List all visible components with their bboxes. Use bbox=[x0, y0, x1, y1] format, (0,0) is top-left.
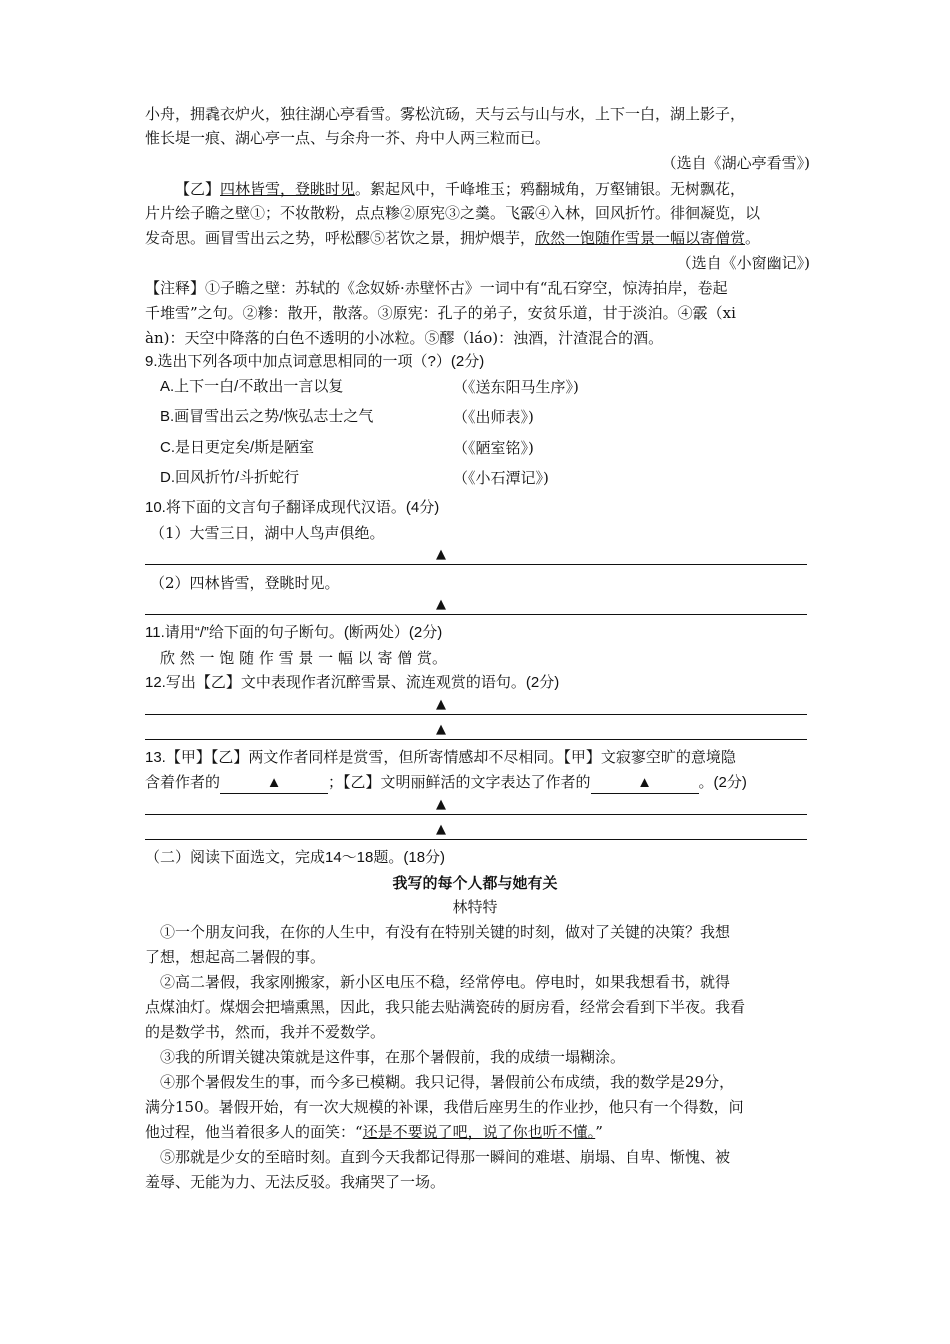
q13-line: 13.【甲】【乙】两文作者同样是赏雪，但所寄情感却不尽相同。【甲】文寂寥空旷的意境隐 bbox=[145, 749, 736, 766]
q9-option-a-source: （《送东阳马生序》) bbox=[453, 378, 579, 396]
q13-text: ；【乙】文明丽鲜活的文字表达了作者的 bbox=[328, 774, 591, 791]
q13-text: 。(2分) bbox=[698, 774, 747, 791]
q9-option-b-source: （《出师表》) bbox=[453, 408, 534, 426]
jia-source: （选自《湖心亭看雪》) bbox=[661, 154, 810, 172]
paragraph-line: ⑤那就是少女的至暗时刻。直到今天我都记得那一瞬间的难堪、崩塌、自卑、惭愧、被 bbox=[160, 1148, 731, 1166]
paragraph-line: ①一个朋友问我，在你的人生中，有没有在特别关键的时刻，做对了关键的决策？我想 bbox=[160, 923, 731, 941]
q10-item-1: （1）大雪三日，湖中人鸟声俱绝。 bbox=[150, 524, 385, 542]
yi-underlined-sentence: 欣然一饱随作雪景一幅以寄僧赏 bbox=[535, 229, 746, 247]
paragraph-line: 了想，想起高二暑假的事。 bbox=[145, 948, 326, 966]
paragraph-line: 满分150。暑假开始，有一次大规模的补课，我借后座男生的作业抄，他只有一个得数，问 bbox=[145, 1098, 744, 1116]
q10-item-2: （2）四林皆雪，登眺时见。 bbox=[150, 574, 340, 592]
q9-option-d: D.回风折竹/斗折蛇行 bbox=[160, 469, 300, 486]
paragraph-line: ④那个暑假发生的事，而今多已模糊。我只记得，暑假前公布成绩，我的数学是29分， bbox=[160, 1073, 735, 1091]
paragraph-text: 他过程，他当着很多人的面笑：“ bbox=[145, 1123, 363, 1141]
answer-line[interactable] bbox=[145, 714, 807, 715]
q13-line bbox=[145, 773, 747, 794]
paragraph-text: ” bbox=[595, 1123, 603, 1141]
q13-text: 含着作者的 bbox=[145, 774, 221, 791]
notes-line: 千堆雪”之句。②糁：散开，散落。③原宪：孔子的弟子，安贫乐道，甘于淡泊。④霰（xi bbox=[145, 304, 736, 322]
yi-text-line bbox=[175, 179, 745, 199]
yi-text: 发奇思。画冒雪出云之势，呼松醪⑤茗饮之景，拥炉煨芋， bbox=[145, 229, 536, 247]
answer-line[interactable] bbox=[145, 814, 807, 815]
q13-blank-1[interactable] bbox=[220, 773, 328, 794]
answer-mark: ▲ bbox=[436, 797, 446, 812]
q9-option-a: A.上下一白/不敢出一言以复 bbox=[160, 378, 344, 395]
answer-mark: ▲ bbox=[436, 697, 446, 712]
answer-line[interactable] bbox=[145, 564, 807, 565]
q9-option-b: B.画冒雪出云之势/恢弘志士之气 bbox=[160, 408, 374, 425]
yi-text: 。絮起风中，千峰堆玉；鸦翻城角，万壑铺银。无树飘花， bbox=[355, 180, 746, 198]
answer-mark: ▲ bbox=[436, 597, 446, 612]
answer-line[interactable] bbox=[145, 614, 807, 615]
yi-text-line: 片片绘子瞻之壁①；不妆散粉，点点糁②原宪③之羹。飞霰④入林，回风折竹。徘徊凝览，以 bbox=[145, 204, 761, 222]
notes-line: 【注释】①子瞻之壁：苏轼的《念奴娇·赤壁怀古》一词中有“乱石穿空，惊涛拍岸，卷起 bbox=[145, 279, 728, 297]
q11-stem: 11.请用“/”给下面的句子断句。(断两处）(2分) bbox=[145, 624, 443, 641]
jia-text-line: 小舟，拥毳衣炉火，独往湖心亭看雪。雾松沆砀，天与云与山与水，上下一白，湖上影子， bbox=[145, 105, 746, 123]
q9-option-c: C.是日更定矣/斯是陋室 bbox=[160, 439, 315, 456]
q13-blank-2[interactable] bbox=[591, 773, 699, 794]
answer-mark: ▲ bbox=[436, 547, 446, 562]
answer-line[interactable] bbox=[145, 839, 807, 840]
yi-source: （选自《小窗幽记》) bbox=[676, 254, 810, 272]
q10-stem: 10.将下面的文言句子翻译成现代汉语。(4分) bbox=[145, 499, 440, 516]
paragraph-line: 点煤油灯。煤烟会把墙熏黑，因此，我只能去贴满瓷砖的厨房看，经常会看到下半夜。我看 bbox=[145, 998, 746, 1016]
paragraph-line: ②高二暑假，我家刚搬家，新小区电压不稳，经常停电。停电时，如果我想看书，就得 bbox=[160, 973, 731, 991]
answer-mark: ▲ bbox=[266, 774, 282, 791]
q9-stem: 9.选出下列各项中加点词意思相同的一项（?）(2分) bbox=[145, 353, 485, 370]
article-author: 林特特 bbox=[452, 899, 498, 916]
yi-underlined-phrase: 四林皆雪，登眺时见 bbox=[220, 180, 356, 198]
q9-option-c-source: （《陋室铭》) bbox=[453, 439, 534, 457]
yi-text-line bbox=[145, 228, 760, 248]
q9-option-d-source: （《小石潭记》) bbox=[453, 469, 549, 487]
notes-line: àn)：天空中降落的白色不透明的小冰粒。⑤醪（láo)：浊酒，汁渣混合的酒。 bbox=[145, 329, 664, 347]
yi-text: 。 bbox=[745, 229, 761, 247]
section-heading: （二）阅读下面选文，完成14～18题。(18分) bbox=[145, 849, 446, 866]
answer-mark: ▲ bbox=[436, 722, 446, 737]
paragraph-line bbox=[145, 1122, 603, 1142]
q12-stem: 12.写出【乙】文中表现作者沉醉雪景、流连观赏的语句。(2分) bbox=[145, 674, 560, 691]
paragraph-line: ③我的所谓关键决策就是这件事，在那个暑假前，我的成绩一塌糊涂。 bbox=[160, 1048, 626, 1066]
answer-mark: ▲ bbox=[637, 774, 652, 791]
paragraph-line: 的是数学书，然而，我并不爱数学。 bbox=[145, 1023, 386, 1041]
yi-label: 【乙】 bbox=[175, 180, 221, 198]
jia-text-line: 惟长堤一痕、湖心亭一点、与余舟一芥、舟中人两三粒而已。 bbox=[145, 129, 551, 147]
paragraph-line: 羞辱、无能为力、无法反驳。我痛哭了一场。 bbox=[145, 1173, 446, 1191]
answer-mark: ▲ bbox=[436, 822, 446, 837]
q11-sentence: 欣 然 一 饱 随 作 雪 景 一 幅 以 寄 僧 赏。 bbox=[160, 649, 447, 667]
article-title: 我写的每个人都与她有关 bbox=[392, 874, 558, 892]
answer-line[interactable] bbox=[145, 739, 807, 740]
underlined-quote: 还是不要说了吧，说了你也听不懂。 bbox=[362, 1123, 596, 1141]
